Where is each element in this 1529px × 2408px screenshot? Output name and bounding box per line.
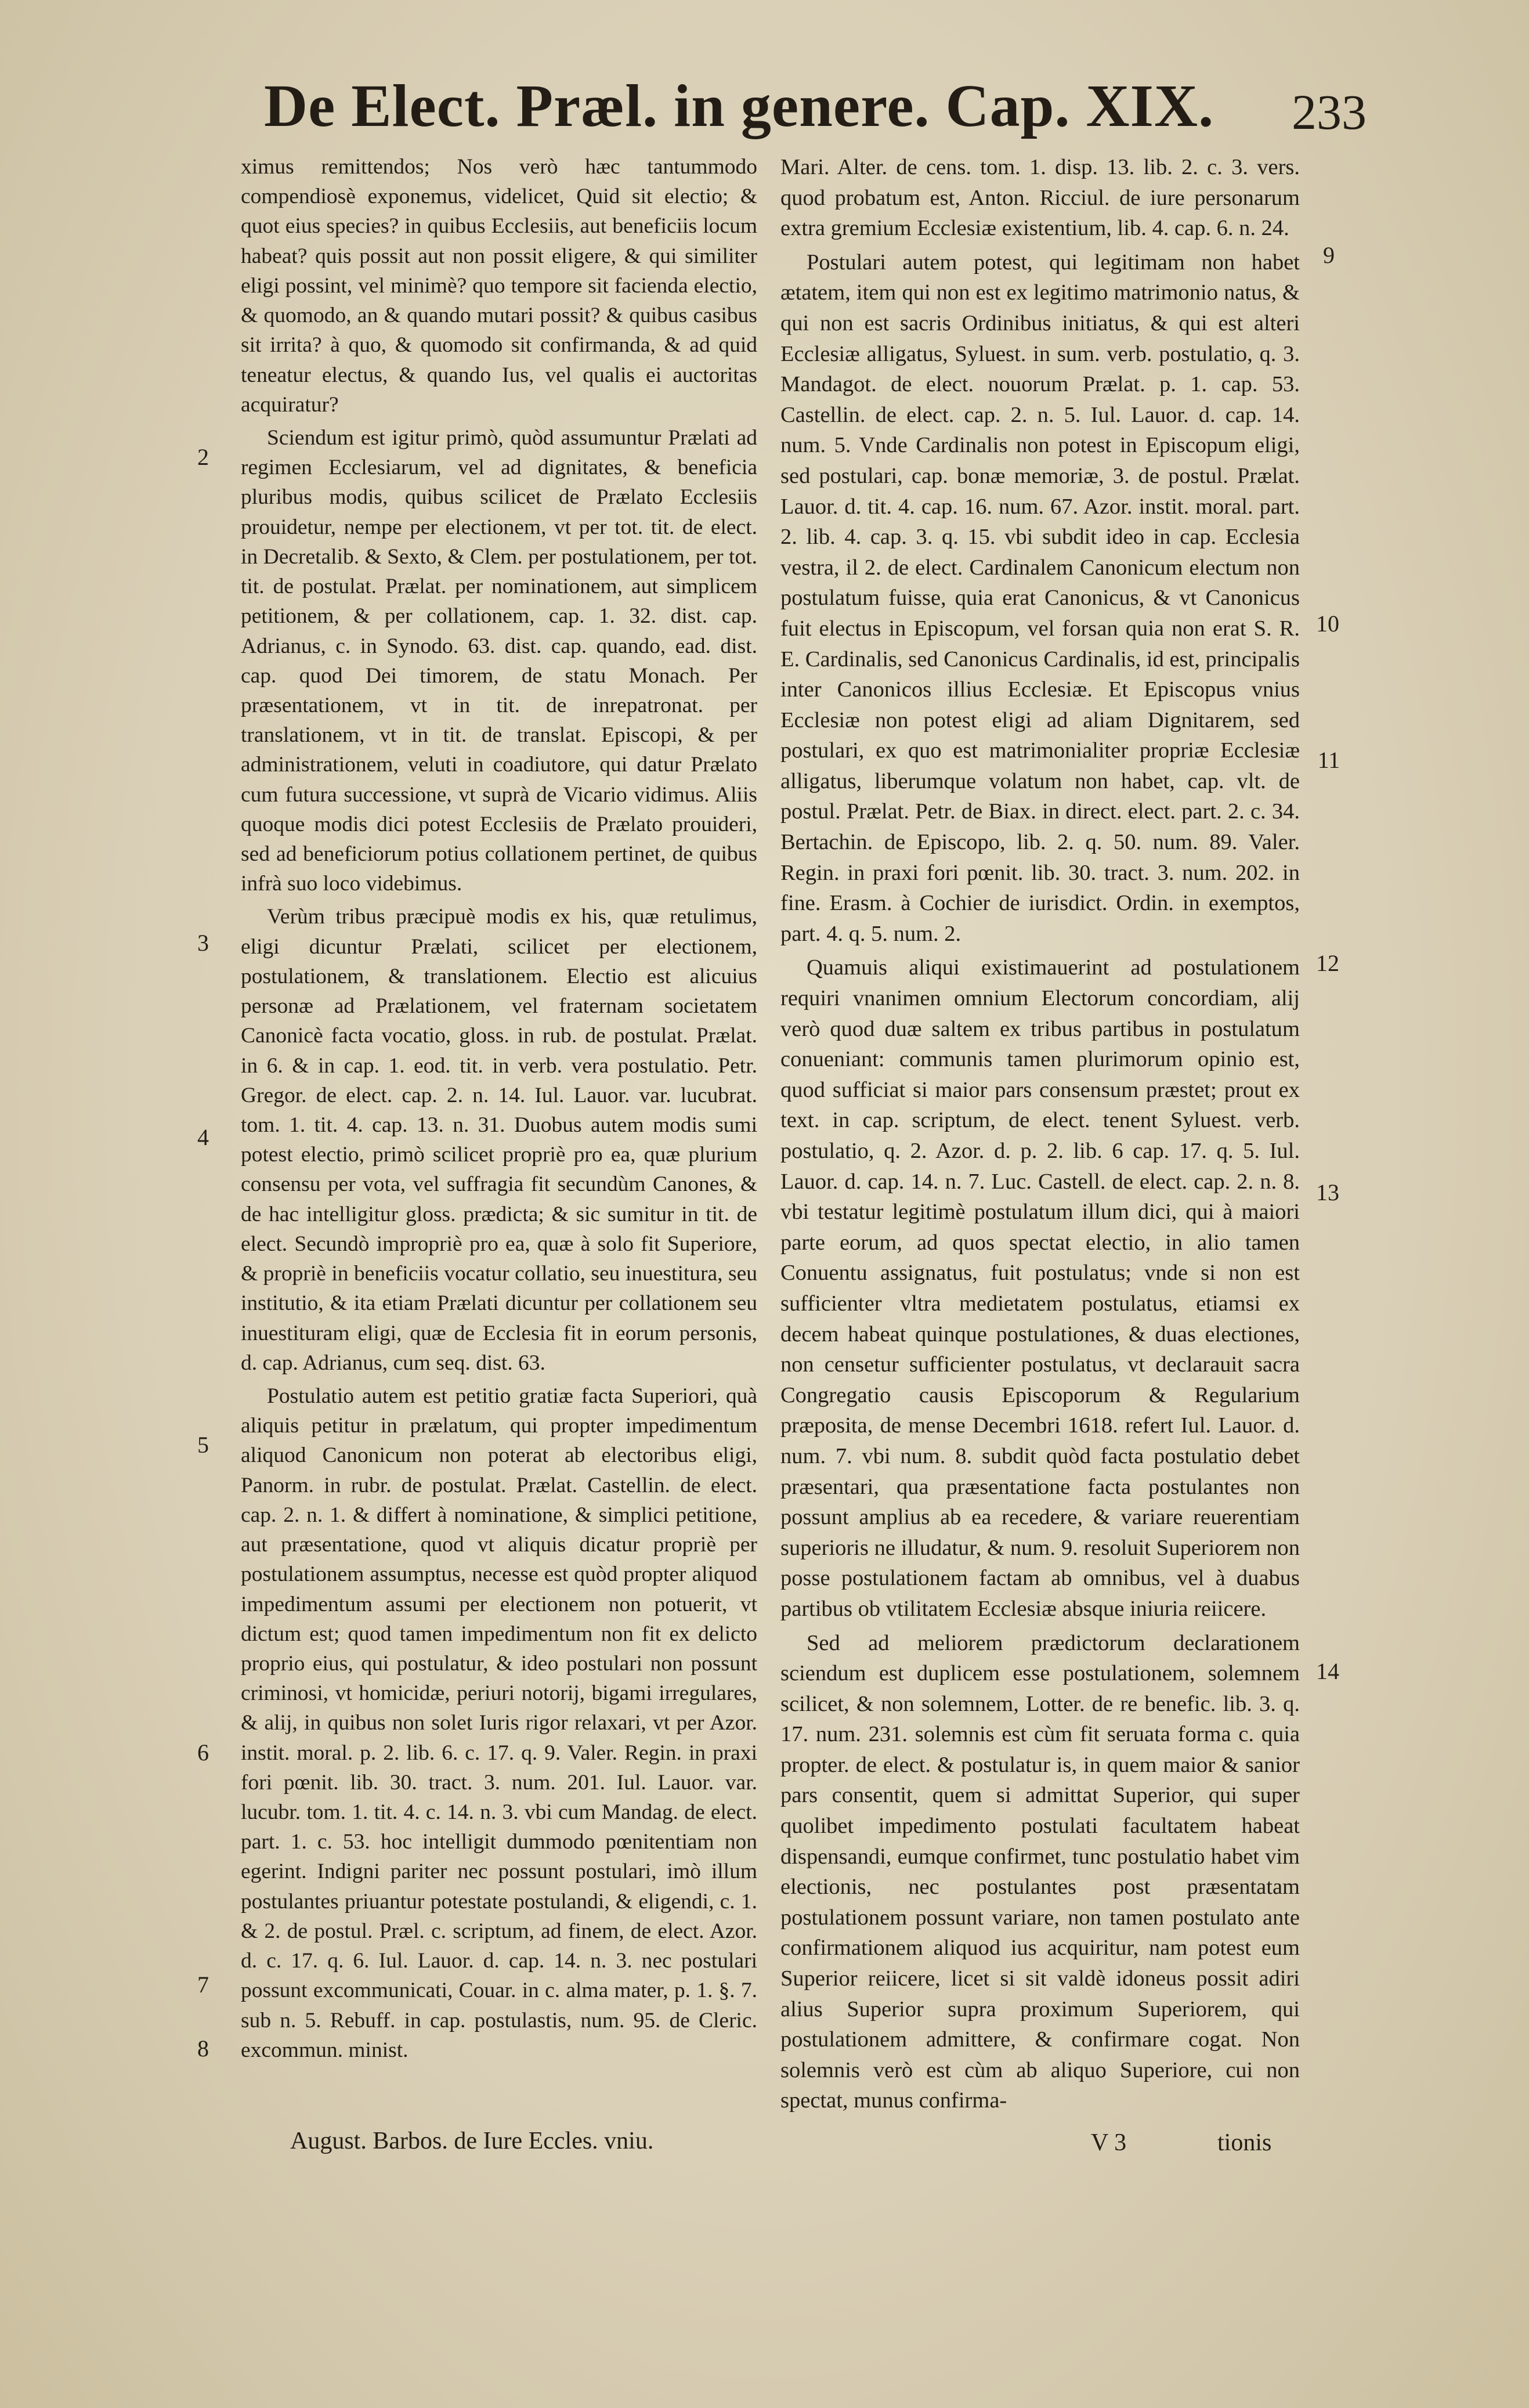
paragraph: Sciendum est igitur primò, quòd assumuntur Prælati ad regimen Ecclesiarum, vel ad dignitates, & beneficia pluribus modis, quibus scilicet de Prælato Ecclesiis prouidetur, nempe per electionem, vt per tot. tit. de elect. in Decretalib. & Sexto, & Clem. per postulationem, per tot. tit. de postulat. Prælat. per nominationem, aut simplicem petitionem, & per collationem, cap. 1. 32. dist. cap. Adrianus, c. in Synodo. 63. dist. cap. quando, ead. dist. cap. quod Dei timorem, de statu Monach. Per præsentationem, vt in tit. de inrepatronat. per translationem, vt in tit. de translat. Episcopi, & per administrationem, veluti in coadiutore, qui datur Prælato cum futura successione, vt suprà de Vicario vidimus. Aliis quoque modis dici potest Ecclesiis de Prælato prouideri, sed ad beneficiorum potius collationem pertinet, de quibus infrà suo loco videbimus. [241, 425, 757, 896]
paragraph: ximus remittendos; Nos verò hæc tantummodo compendiosè exponemus, videlicet, Quid sit electio; & quot eius species? in quibus Ecclesiis, aut beneficiis locum habeat? quis possit aut non possit eligere, & qui similiter eligi possint, vel minimè? quo tempore sit facienda electio, & quomodo, an & quando mutari possit? & quibus casibus sit irrita? à quo, & quomodo sit confirmanda, & ad quid teneatur electus, & quando Ius, vel qualis ei auctoritas acquiratur? [241, 155, 757, 417]
paragraph: Postulatio autem est petitio gratiæ facta Superiori, quà aliquis petitur in prælatum, qui propter impedimentum aliquod Canonicum non poterat ab electoribus eligi, Panorm. in rubr. de postulat. Prælat. Castellin. de elect. cap. 2. n. 1. & differt à nominatione, & simplici petitione, aut præsentatione, quod vt aliquis dicatur propriè per postulationem assumptus, necesse est quòd propter aliquod impedimentum assumi per electionem non potuerit, vt dictum est; quod tamen impedimentum non fit ex delicto proprio eius, qui postulatur, & ideo postulari non possunt criminosi, vt homicidæ, periuri notorij, bigami irregulares, & alij, in quibus non solet Iuris rigor relaxari, vt per Azor. instit. moral. p. 2. lib. 6. c. 17. q. 9. Valer. Regin. in praxi fori pœnit. lib. 30. tract. 3. num. 201. Iul. Lauor. var. lucubr. tom. 1. tit. 4. c. 14. n. 3. vbi cum Mandag. de elect. part. 1. c. 53. hoc intelligit dummodo pœnitentiam non egerint. Indigni pariter nec possunt postulari, imò illum postulantes priuantur potestate postulandi, & eligendi, c. 1. & 2. de postul. Præl. c. scriptum, ad finem, de elect. Azor. d. c. 17. q. 6. Iul. Lauor. d. cap. 14. n. 3. nec postulari possunt excommunicati, Couar. in c. alma mater, p. 1. §. 7. sub n. 5. Rebuff. in cap. postulastis, num. 95. de Cleric. excommun. minist. [241, 1384, 757, 2062]
margin-number: 4 [197, 1124, 209, 1150]
page-footer [0, 2127, 1529, 2162]
left-column [241, 152, 757, 2065]
margin-number: 12 [1316, 950, 1339, 976]
paragraph: Sed ad meliorem prædictorum declarationem sciendum est duplicem esse postulationem, solemnem scilicet, & non solemnem, Lotter. de re benefic. lib. 3. q. 17. num. 231. solemnis est cùm fit seruata forma c. quia propter. de elect. & postulatur is, in quem maior & sanior pars consentit, quem si admittat Superior, qui super quolibet impedimento postulati facultatem habeat dispensandi, eumque confirmet, tunc postulatio habet vim electionis, nec postulantes post præsentatam postulationem possunt variare, non tamen postulato ante confirmationem aliquod ius acquiritur, nam potest eum Superior reiicere, licet si sit valdè idoneus possit adiri alius Superior supra proximum Superiorem, qui postulationem admittere, & confirmare cogat. Non solemnis verò est cùm ab aliquo Superiore, cui non spectat, munus confirma- [780, 1630, 1300, 2113]
signature-mark: V 3 [1091, 2129, 1127, 2156]
margin-number: 11 [1317, 747, 1340, 773]
running-title: De Elect. Præl. in genere. Cap. XIX. [264, 73, 1214, 139]
margin-number: 5 [197, 1432, 209, 1458]
page-header [264, 68, 1367, 144]
catchword-right: tionis [1217, 2129, 1272, 2156]
margin-number: 9 [1323, 242, 1335, 268]
paragraph: Quamuis aliqui existimauerint ad postulationem requiri vnanimen omnium Electorum concordiam, alij verò quod duæ saltem ex tribus partibus in postulatum conueniant: communis tamen plurimorum opinio est, quod sufficiat si maior pars consensum præstet; prout ex text. in cap. scriptum, de elect. tenent Syluest. verb. postulatio, q. 2. Azor. d. p. 2. lib. 6 cap. 17. q. 5. Iul. Lauor. d. cap. 14. n. 7. Luc. Castell. de elect. cap. 2. n. 8. vbi testatur legitimè postulatum illum dici, qui à maiori parte eorum, ad quos spectat electio, in alio tamen Conuentu assignatus, fuit postulatus; vnde si non est sufficienter vltra medietatem postulatus, etiamsi ex decem habeat quinque postulationes, & duas electiones, non censetur sufficienter postulatus, vt declarauit sacra Congregatio causis Episcoporum & Regularium præposita, de mense Decembri 1618. refert Iul. Lauor. d. num. 7. vbi num. 8. subdit quòd facta postulatio debet præsentari, qua præsentatione facta postulantes non possunt amplius ab ea recedere, & variare reuerentiam superioris ne illudatur, & num. 9. resoluit Superiorem non posse postulationem factam ab omnibus, vel à duabus partibus ob vtilitatem Ecclesiæ absque iniuria reiicere. [780, 955, 1300, 1621]
catchword-left: August. Barbos. de Iure Eccles. vniu. [290, 2128, 654, 2154]
paragraph: Verùm tribus præcipuè modis ex his, quæ retulimus, eligi dicuntur Prælati, scilicet per electionem, postulationem, & translationem. Electio est alicuius personæ ad Prælationem, vel fraternam societatem Canonicè facta vocatio, gloss. in rub. de postulat. Prælat. in 6. & in cap. 1. eod. tit. in verb. vera postulatio. Petr. Gregor. de elect. cap. 2. n. 14. Iul. Lauor. var. lucubrat. tom. 1. tit. 4. cap. 13. n. 31. Duobus autem modis sumi potest electio, primò scilicet propriè pro ea, quæ plurium consensu per vota, vel suffragia fit secundùm Canones, & de hac intelligitur gloss. prædicta; & sic sumitur in tit. de elect. Secundò impropriè pro ea, quæ à solo fit Superiore, & propriè in beneficiis vocatur collatio, seu inuestitura, seu institutio, & ita etiam Prælati dicuntur per collationem seu inuestituram eligi, quæ de Ecclesia fit in eorum personis, d. cap. Adrianus, cum seq. dist. 63. [241, 905, 757, 1375]
margin-number: 13 [1316, 1179, 1339, 1205]
right-column [780, 152, 1300, 2116]
margin-number: 6 [197, 1739, 209, 1766]
margin-number: 14 [1316, 1658, 1339, 1684]
margin-number: 10 [1316, 611, 1339, 637]
margin-number: 7 [197, 1972, 209, 1998]
margin-number: 8 [197, 2035, 209, 2062]
paragraph: Mari. Alter. de cens. tom. 1. disp. 13. lib. 2. c. 3. vers. quod probatum est, Anton. Ricciul. de iure personarum extra gremium Ecclesiæ existentium, lib. 4. cap. 6. n. 24. [780, 155, 1300, 241]
margin-number: 3 [197, 930, 209, 956]
paragraph: Postulari autem potest, qui legitimam non habet ætatem, item qui non est ex legitimo matrimonio natus, & qui non est sacris Ordinibus initiatus, & qui est alteri Ecclesiæ alligatus, Syluest. in sum. verb. postulatio, q. 3. Mandagot. de elect. nouorum Prælat. p. 1. cap. 53. Castellin. de elect. cap. 2. n. 5. Iul. Lauor. d. cap. 14. num. 5. Vnde Cardinalis non potest in Episcopum eligi, sed postulari, cap. bonæ memoriæ, 3. de postul. Prælat. Lauor. d. tit. 4. cap. 16. num. 67. Azor. instit. moral. part. 2. lib. 4. cap. 3. q. 15. vbi subdit ideo in cap. Ecclesia vestra, il 2. de elect. Cardinalem Canonicum electum non postulatum fuisse, quia erat Canonicus, & vt Canonicus fuit electus in Episcopum, vel forsan quia non erat S. R. E. Cardinalis, sed Canonicus Cardinalis, id est, principalis inter Canonicos illius Ecclesiæ. Et Episcopus vnius Ecclesiæ non potest eligi ad aliam Dignitarem, sed postulari, ex quo est matrimonialiter propriæ Ecclesiæ alligatus, liberumque volatum non habet, cap. vlt. de postul. Prælat. Petr. de Biax. in direct. elect. part. 2. c. 34. Bertachin. de Episcopo, lib. 2. q. 50. num. 89. Valer. Regin. in praxi fori pœnit. lib. 30. tract. 3. num. 202. in fine. Erasm. à Cochier de iurisdict. Ordin. in exemptos, part. 4. q. 5. num. 2. [780, 250, 1300, 946]
margin-number: 2 [197, 444, 209, 470]
page-number: 233 [1292, 84, 1367, 140]
